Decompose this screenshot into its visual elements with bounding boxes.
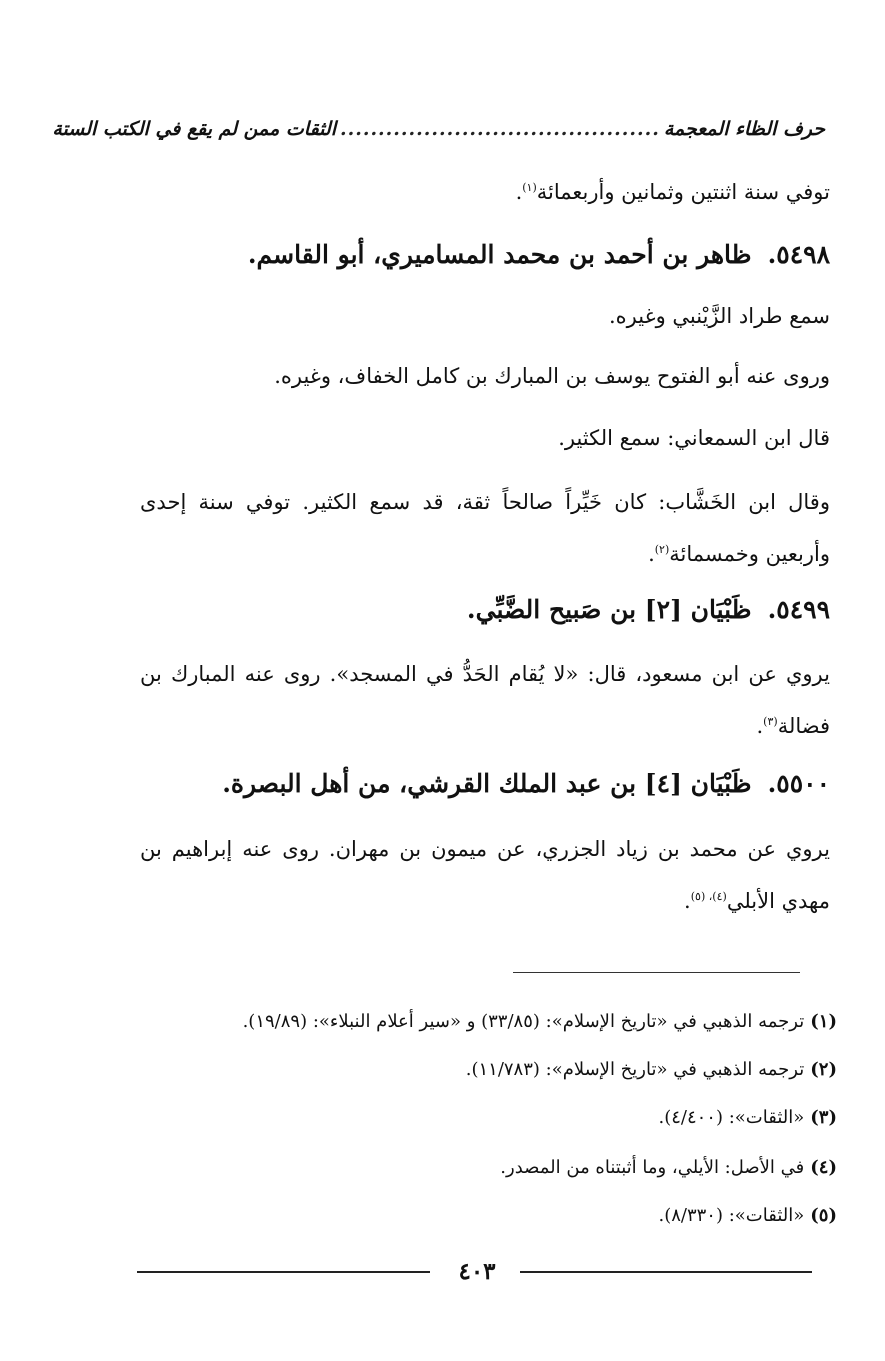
footnote-separator	[513, 972, 800, 973]
footnote	[137, 1104, 837, 1132]
footnote-number: (٤)	[810, 1157, 837, 1178]
footnote-text: «الثقات»: (٤/٤٠٠).	[658, 1107, 805, 1128]
entry-number: ٥٥٠٠.	[767, 769, 830, 798]
entry-continuation: توفي سنة اثنتين وثمانين وأربعمائة$^{(١)}$.	[515, 180, 830, 204]
entry-name: ظاهر بن أحمد بن محمد المساميري، أبو القاسم.	[247, 240, 752, 269]
footnote	[137, 1056, 837, 1084]
entry-number: ٥٤٩٩.	[767, 595, 830, 624]
running-header	[52, 112, 825, 146]
entry-text-line: قال ابن السمعاني: سمع الكثير.	[558, 426, 830, 450]
footnote	[137, 1154, 837, 1182]
entry-name: ظَبْيَان [٢] بن صَبيح الضَّبِّي.	[466, 595, 752, 624]
footnote-ref[interactable]: (٢)	[654, 543, 670, 556]
footnote-number: (١)	[810, 1011, 837, 1032]
entry-number: ٥٤٩٨.	[767, 240, 830, 269]
entry-text-line: وروى عنه أبو الفتوح يوسف بن المبارك بن كامل الخفاف، وغيره.	[274, 364, 830, 388]
entry-text-line: سمع طراد الزَّيْنبي وغيره.	[609, 304, 830, 328]
entry-name: ظَبْيَان [٤] بن عبد الملك القرشي، من أهل البصرة.	[222, 769, 752, 798]
entry-paragraph: وقال ابن الخَشَّاب: كان خَيِّراً صالحاً ثقة، قد سمع الكثير. توفي سنة إحدى وأربعين وخمسمائة$^{(٢)}$.	[140, 490, 830, 566]
footnote-ref[interactable]: (٤)، (٥)	[690, 890, 727, 903]
footnote-text: «الثقات»: (٨/٣٣٠).	[658, 1205, 805, 1226]
entry-paragraph: يروي عن ابن مسعود، قال: «لا يُقام الحَدُّ في المسجد». روى عنه المبارك بن فضالة$^{(٣)}$.	[140, 662, 830, 738]
header-dots: ..........................................	[339, 118, 660, 140]
footer-rule-right	[520, 1271, 812, 1273]
page-number: ٤٠٣	[458, 1258, 496, 1285]
footnote-text: ترجمه الذهبي في «تاريخ الإسلام»: (٣٣/٨٥) و «سير أعلام النبلاء»: (١٩/٨٩).	[242, 1011, 805, 1032]
footnote	[137, 1202, 837, 1230]
entry-heading	[130, 233, 830, 277]
footnote-text: ترجمه الذهبي في «تاريخ الإسلام»: (١١/٧٨٣).	[465, 1059, 805, 1080]
footnote-ref[interactable]: (٣)	[763, 715, 778, 728]
footnote-ref[interactable]: (١)	[522, 181, 537, 194]
entry-paragraph: يروي عن محمد بن زياد الجزري، عن ميمون بن مهران. روى عنه إبراهيم بن مهدي الأبلي$^{(٤)، (٥)}$.	[140, 837, 830, 913]
entry-heading	[130, 762, 830, 806]
entry-heading	[130, 588, 830, 632]
footnote	[137, 1008, 837, 1036]
header-chapter: حرف الظاء المعجمة	[663, 118, 825, 140]
header-book-title: الثقات ممن لم يقع في الكتب الستة	[52, 118, 336, 140]
footnote-number: (٣)	[810, 1107, 837, 1128]
footer-rule-left	[137, 1271, 430, 1273]
footnote-text: في الأصل: الأيلي، وما أثبتناه من المصدر.	[500, 1157, 805, 1178]
footnote-number: (٢)	[810, 1059, 837, 1080]
footnote-number: (٥)	[810, 1205, 837, 1226]
